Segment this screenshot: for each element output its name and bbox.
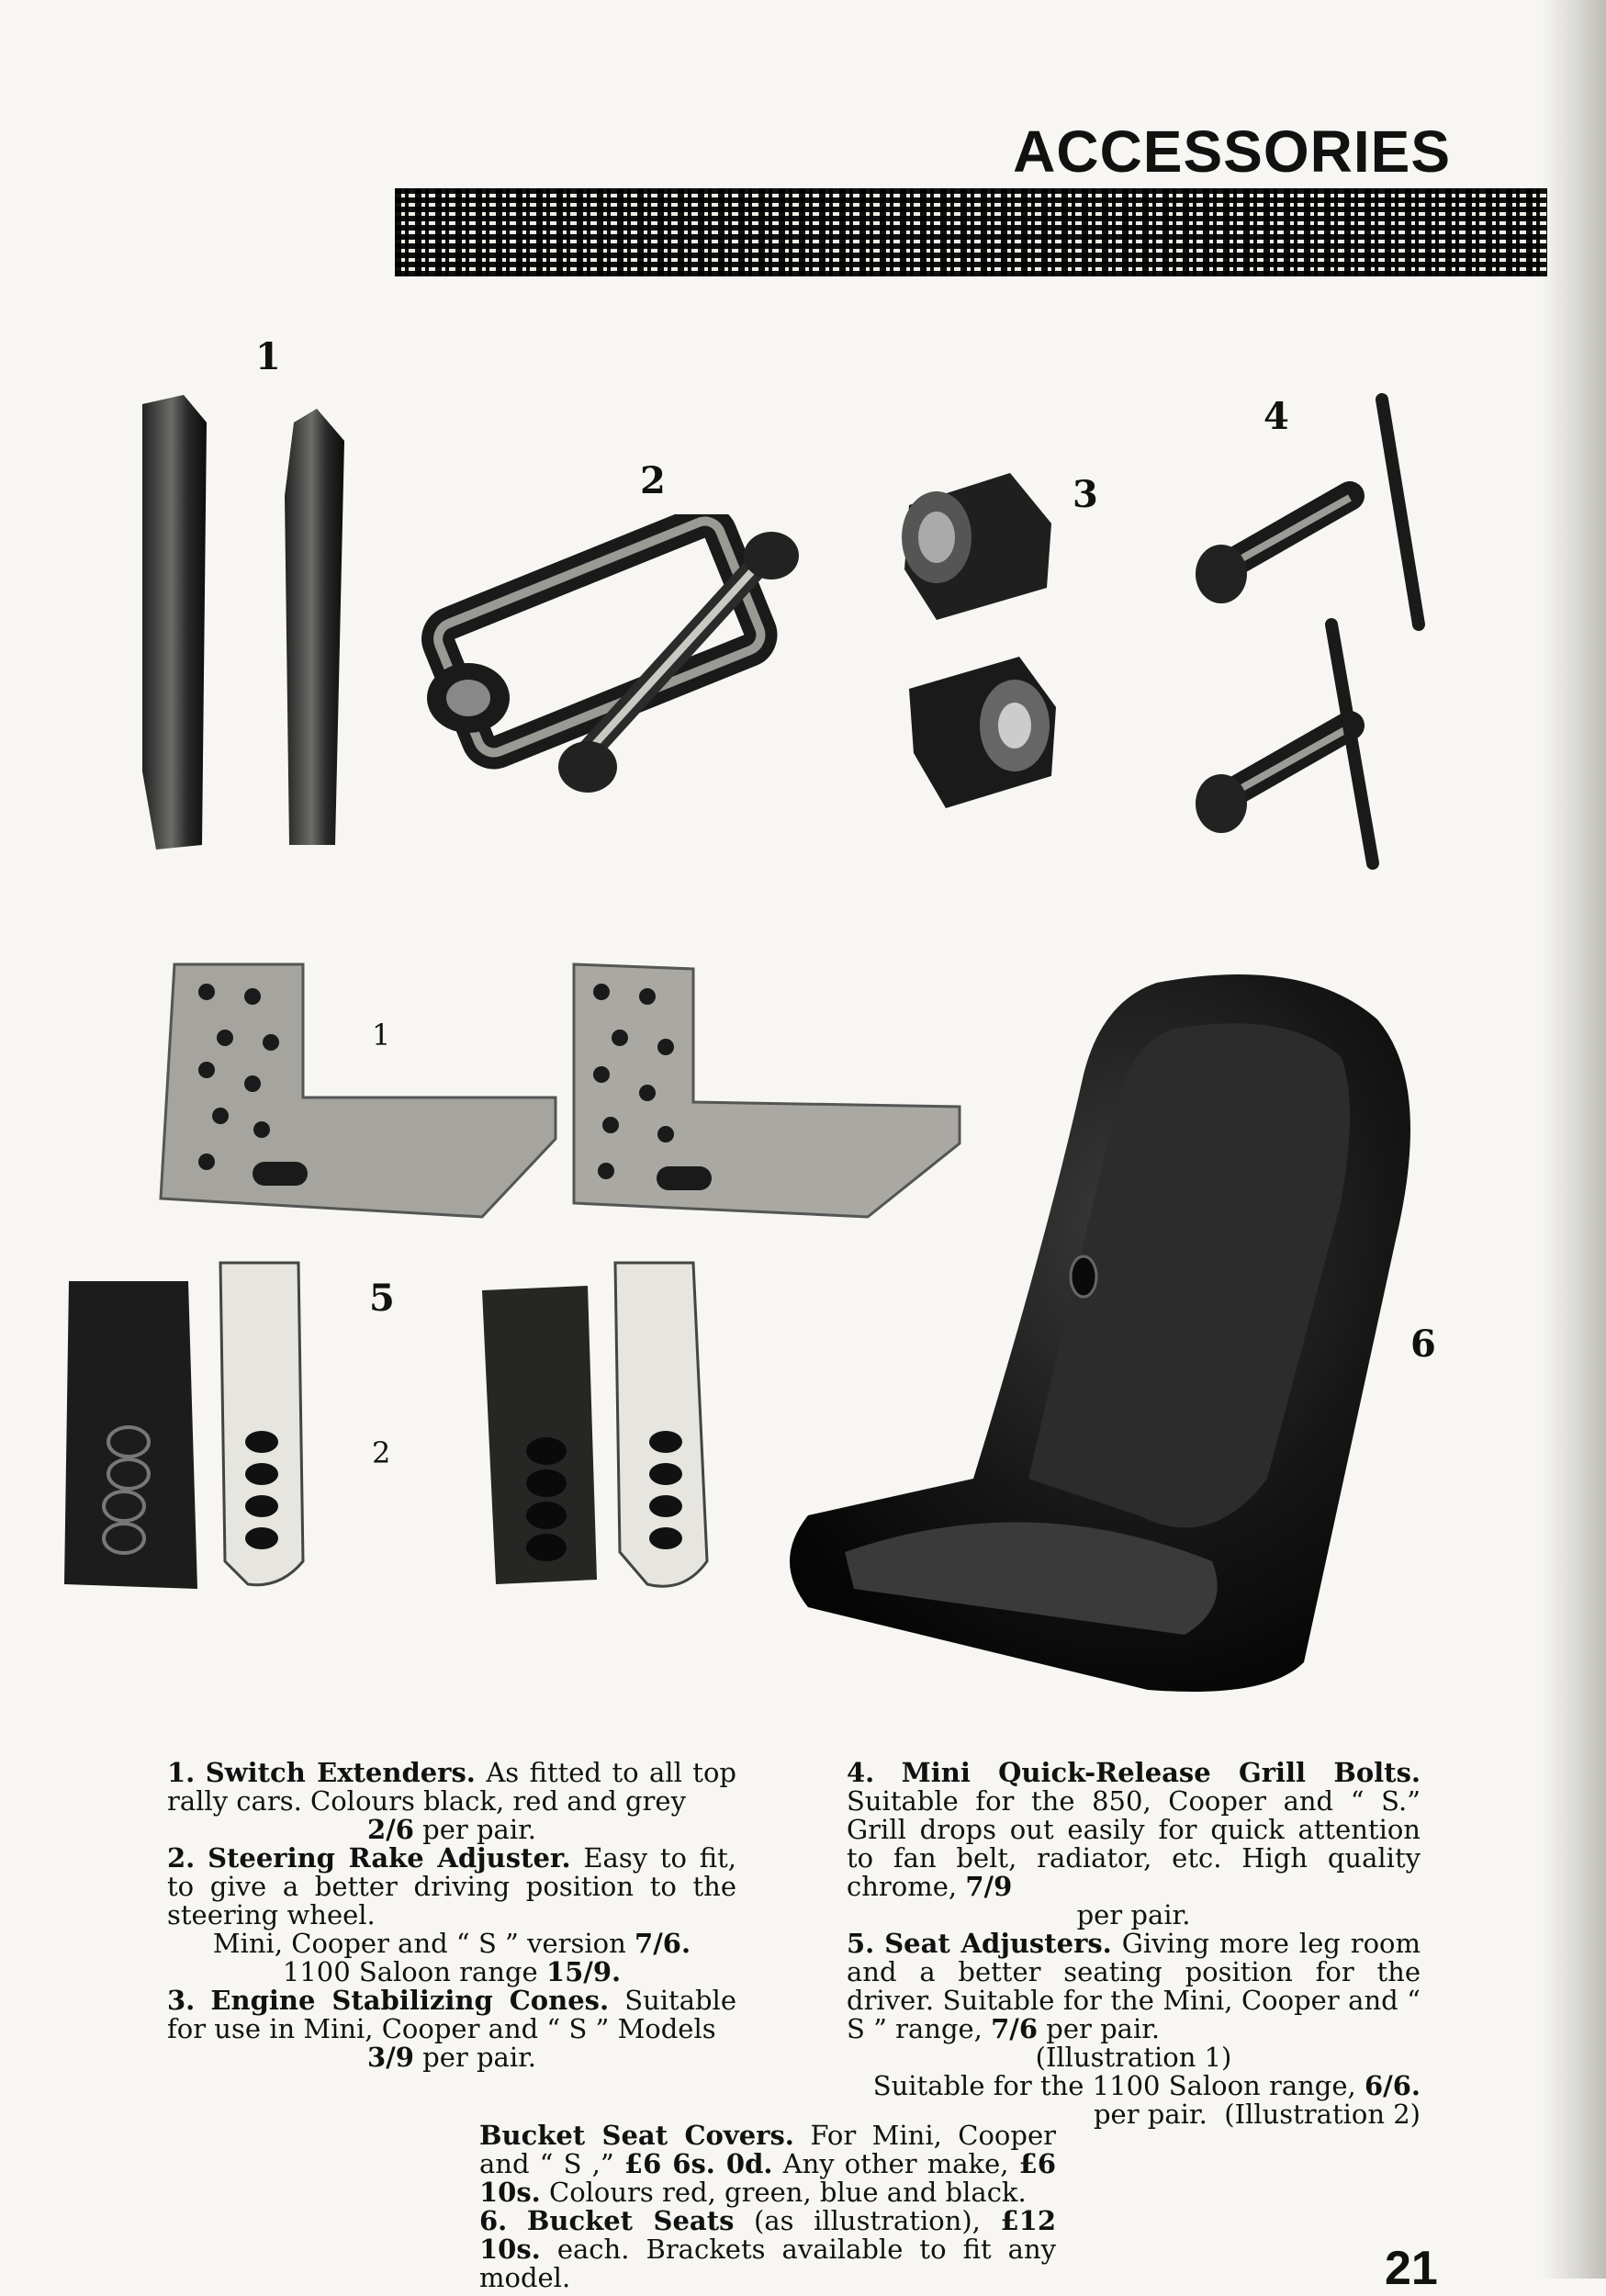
caption-seat-adjusters bbox=[847, 1930, 1421, 2043]
page-title: ACCESSORIES bbox=[1013, 118, 1451, 185]
quick-release-grill-bolts-photo bbox=[1175, 386, 1451, 872]
label-switch-extenders: 1 bbox=[255, 335, 281, 378]
label-rake-adjuster: 2 bbox=[640, 459, 666, 502]
caption-text: Suitable for use in Mini, Cooper and “ S ” Models bbox=[167, 1985, 736, 2044]
caption-name: Bucket Seats bbox=[526, 2205, 735, 2236]
price-suffix: per pair. bbox=[1093, 2099, 1207, 2130]
label-seat-adjusters-illustration-2: 2 bbox=[372, 1435, 391, 1470]
caption-name: Mini Quick-Release Grill Bolts. bbox=[901, 1757, 1421, 1788]
page-edge-shadow bbox=[1542, 0, 1606, 2279]
bucket-seat-photo bbox=[753, 964, 1432, 1717]
caption-text: Giving more leg room and a better seating position for the driver. Suitable for the Mini, Cooper and “ S ” range, bbox=[847, 1928, 1421, 2044]
seat-adjuster-bars-photo bbox=[60, 1258, 739, 1598]
caption-number: 4. bbox=[847, 1757, 875, 1788]
caption-text: Suitable for the 1100 Saloon range, bbox=[872, 2070, 1356, 2101]
caption-illustration-1 bbox=[847, 2043, 1421, 2072]
caption-text: (Illustration 1) bbox=[1035, 2042, 1232, 2073]
price: 2/6 bbox=[366, 1814, 414, 1845]
price: £12 10s. bbox=[479, 2205, 1057, 2265]
price-suffix: per pair. bbox=[1046, 2013, 1161, 2044]
steering-rake-adjuster-photo bbox=[413, 514, 817, 817]
caption-number: 2. bbox=[167, 1842, 196, 1874]
price: 7/6 bbox=[991, 2013, 1039, 2044]
caption-text: Colours red, green, blue and black. bbox=[549, 2177, 1027, 2208]
price-suffix: per pair. bbox=[422, 1814, 536, 1845]
caption-text: As fitted to all top rally cars. Colours black, red and grey bbox=[167, 1757, 736, 1817]
caption-column-left bbox=[167, 1759, 736, 2072]
caption-text: (Illustration 2) bbox=[1224, 2099, 1421, 2130]
caption-text: Mini, Cooper and “ S ” version bbox=[212, 1928, 626, 1959]
price: 7/6. bbox=[635, 1928, 691, 1959]
caption-text: Suitable for the 850, Cooper and “ S.” Grill drops out easily for quick attention to fan belt, radiator, etc. High quality chrome, bbox=[847, 1785, 1421, 1902]
page-number: 21 bbox=[1385, 2242, 1438, 2295]
label-grill-bolts: 4 bbox=[1263, 395, 1289, 438]
label-seat-adjusters-illustration-1: 1 bbox=[372, 1018, 391, 1052]
caption-name: Bucket Seat Covers. bbox=[479, 2120, 794, 2151]
caption-name: Engine Stabilizing Cones. bbox=[210, 1985, 610, 2016]
price: 3/9 bbox=[366, 2042, 414, 2073]
caption-grill-bolts bbox=[847, 1759, 1421, 1901]
caption-text: For Mini, Cooper and “ S ,” bbox=[479, 2120, 1056, 2179]
price-suffix: per pair. bbox=[1076, 1899, 1191, 1930]
price: 15/9. bbox=[545, 1956, 622, 1987]
caption-text: each. Brackets available to fit any model. bbox=[479, 2234, 1057, 2293]
caption-grill-bolts-price-suffix bbox=[847, 1901, 1421, 1930]
caption-number: 5. bbox=[847, 1928, 875, 1959]
caption-name: Switch Extenders. bbox=[205, 1757, 476, 1788]
label-bucket-seat: 6 bbox=[1410, 1322, 1436, 1366]
caption-seat-adjusters-1100 bbox=[847, 2072, 1421, 2100]
caption-stabilizing-cones-price bbox=[167, 2043, 736, 2072]
caption-bucket-seats bbox=[479, 2207, 1056, 2292]
caption-rake-adjuster-mini bbox=[167, 1930, 736, 1958]
caption-rake-adjuster bbox=[167, 1844, 736, 1930]
price: 7/9 bbox=[965, 1871, 1013, 1902]
caption-text: (as illustration), bbox=[754, 2205, 981, 2236]
caption-column-right bbox=[847, 1759, 1421, 2129]
caption-text: Easy to fit, to give a better driving position to the steering wheel. bbox=[167, 1842, 736, 1930]
caption-stabilizing-cones bbox=[167, 1986, 736, 2043]
price-suffix: per pair. bbox=[422, 2042, 536, 2073]
caption-switch-extenders bbox=[167, 1759, 736, 1816]
label-stabilizing-cones: 3 bbox=[1073, 473, 1098, 516]
caption-switch-extenders-price bbox=[167, 1816, 736, 1844]
caption-number: 3. bbox=[167, 1985, 196, 2016]
caption-block-bottom bbox=[479, 2122, 1056, 2292]
label-seat-adjusters: 5 bbox=[369, 1277, 395, 1320]
caption-name: Seat Adjusters. bbox=[884, 1928, 1112, 1959]
caption-text: 1100 Saloon range bbox=[282, 1956, 538, 1987]
caption-number: 6. bbox=[479, 2205, 508, 2236]
caption-name: Steering Rake Adjuster. bbox=[208, 1842, 571, 1874]
switch-extenders-photo bbox=[119, 386, 367, 863]
caption-bucket-seat-covers bbox=[479, 2122, 1056, 2207]
engine-stabilizing-cones-photo bbox=[882, 450, 1074, 836]
caption-number: 1. bbox=[167, 1757, 196, 1788]
caption-text: Any other make, bbox=[782, 2148, 1009, 2179]
price: £6 10s. bbox=[479, 2148, 1057, 2208]
price: 6/6. bbox=[1364, 2070, 1421, 2101]
price: £6 6s. 0d. bbox=[623, 2148, 773, 2179]
caption-rake-adjuster-1100 bbox=[167, 1958, 736, 1986]
title-halftone-band bbox=[395, 188, 1547, 276]
